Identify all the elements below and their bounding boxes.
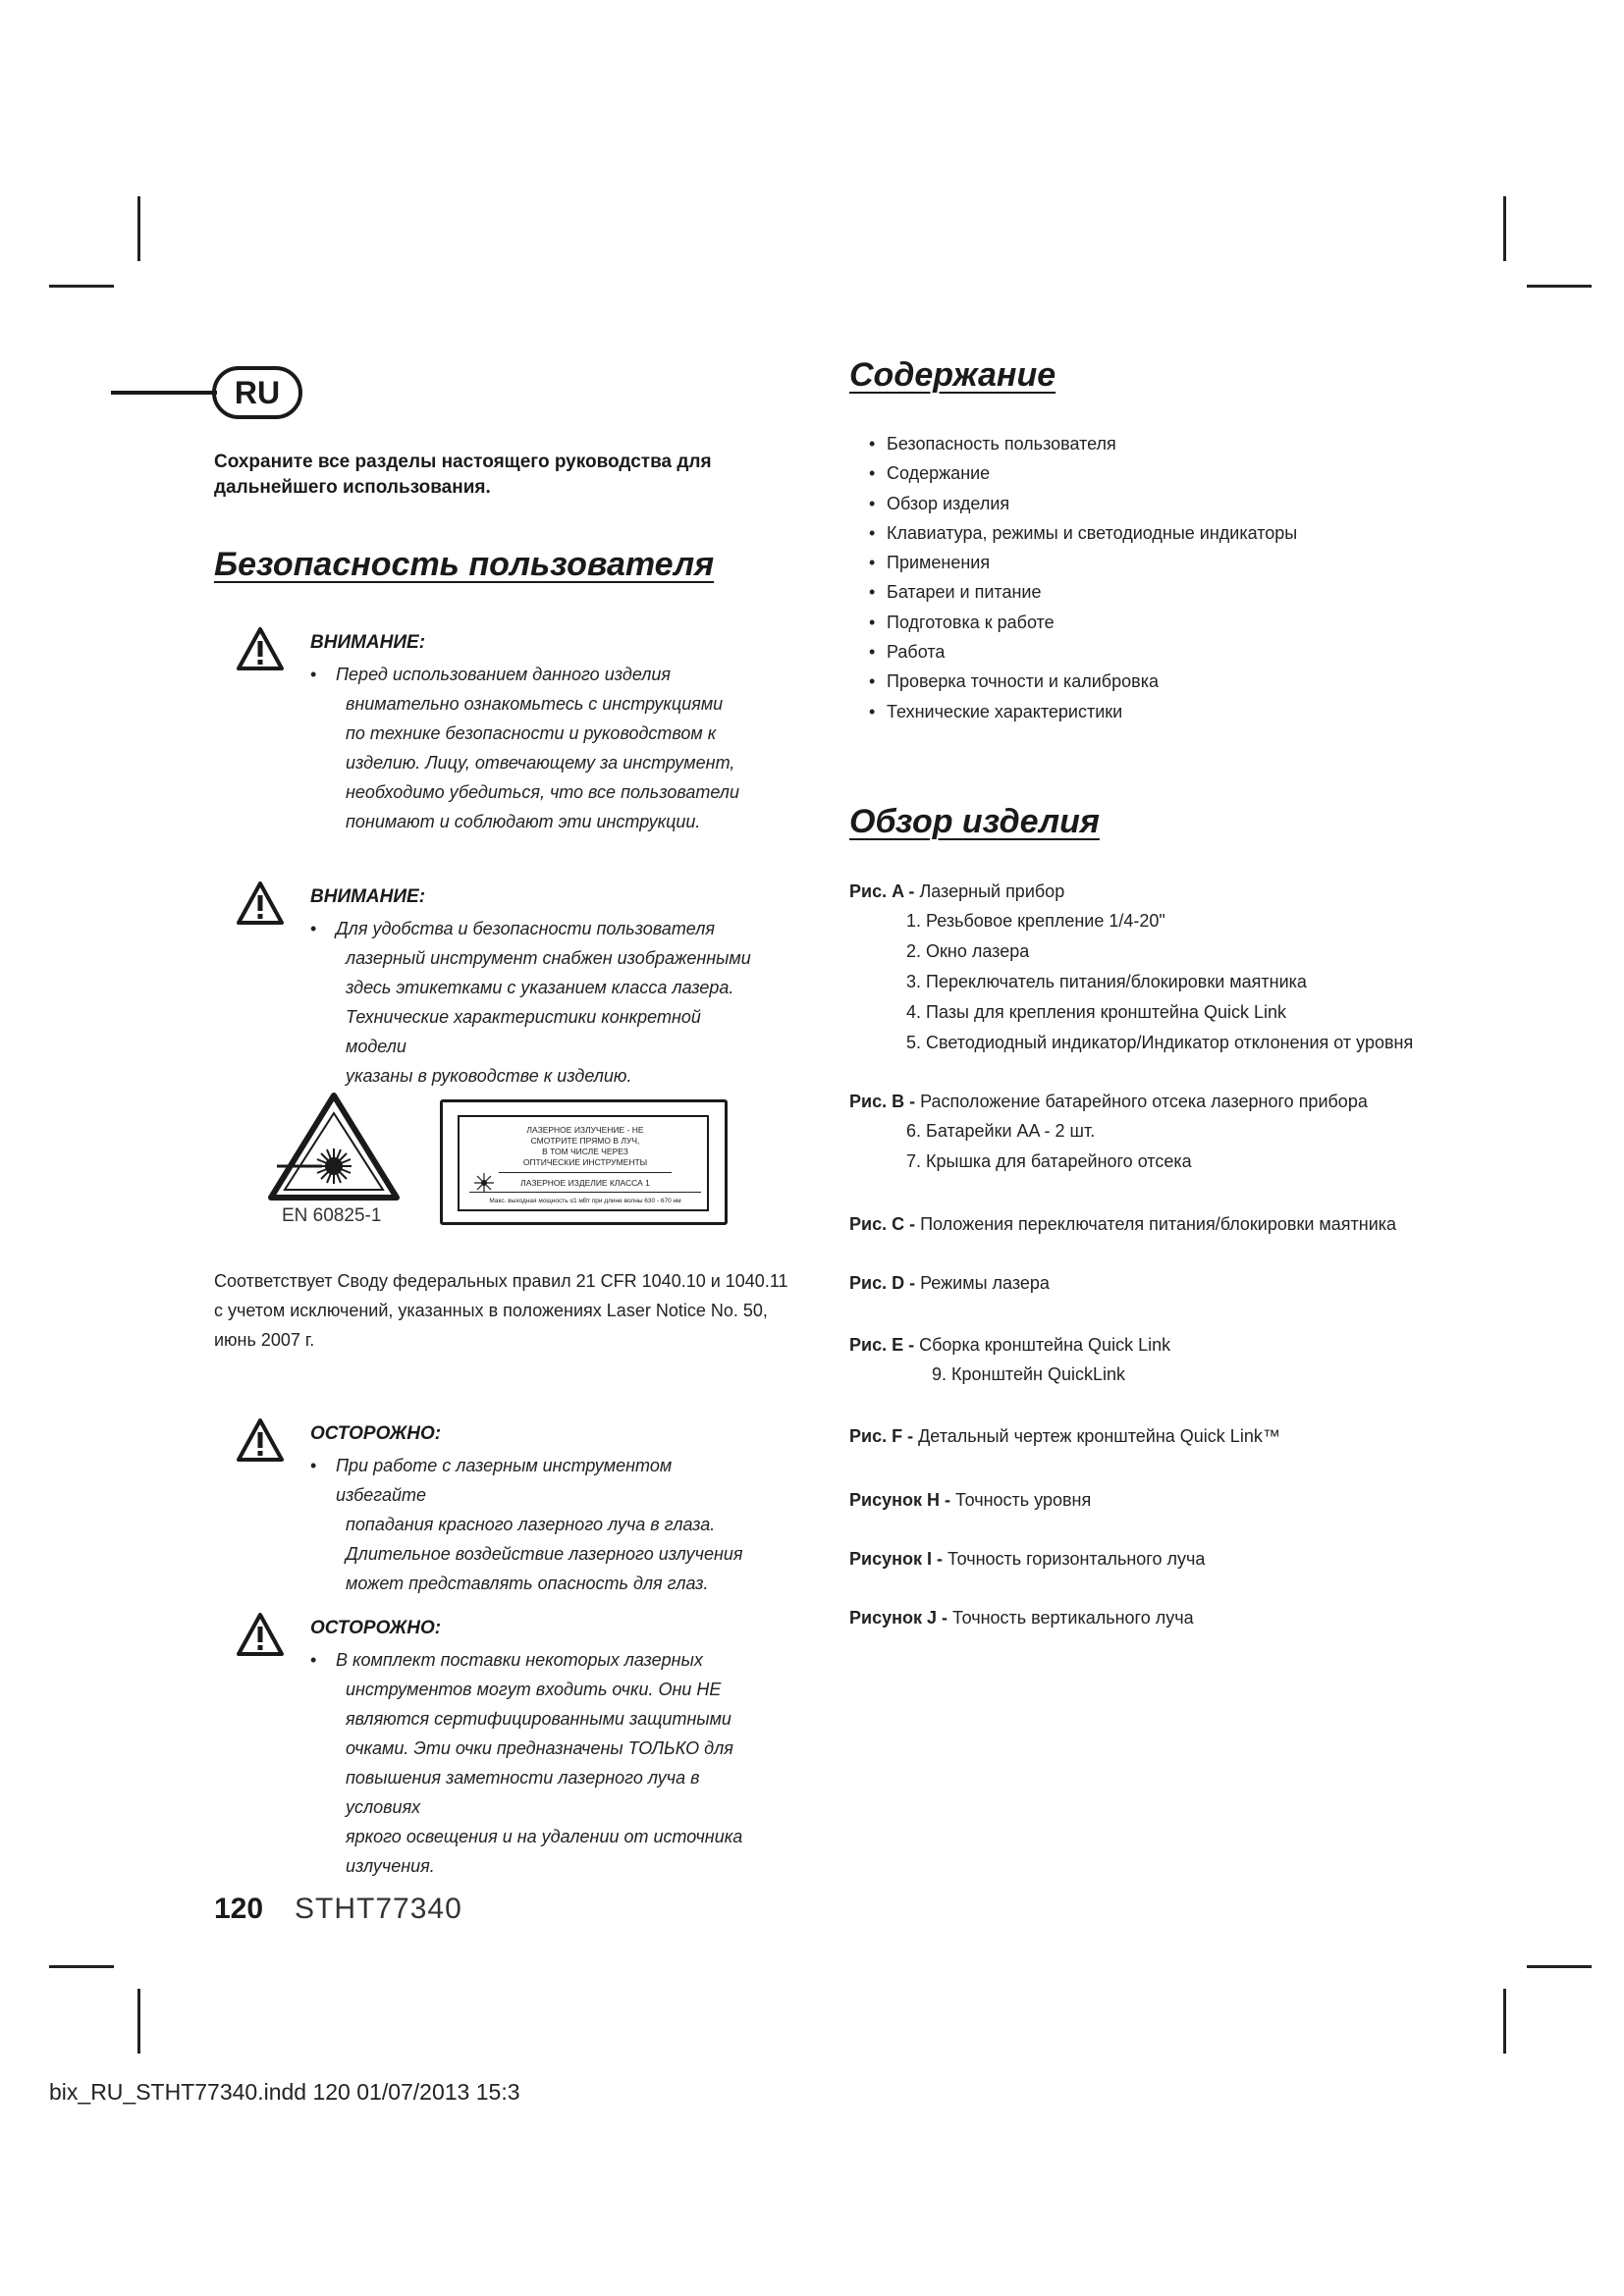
warning-triangle-icon <box>236 881 285 926</box>
page-number: 120 <box>214 1893 264 1925</box>
figure-d-block <box>849 1268 1478 1298</box>
toc-item: • Безопасность пользователя <box>869 429 1360 458</box>
warning-block <box>236 626 785 852</box>
figure-f-block <box>849 1421 1478 1451</box>
warning-triangle-icon <box>236 1417 285 1463</box>
laser-standard-caption: EN 60825-1 <box>282 1205 382 1226</box>
intro-text: Сохраните все разделы настоящего руководства для дальнейшего использования. <box>214 452 712 498</box>
figure-item: 1. Резьбовое крепление 1/4-20" <box>906 911 1165 931</box>
warning-line: Для удобства и безопасности пользователя <box>336 919 715 938</box>
warning-block <box>236 881 785 1086</box>
conformity-line: Соответствует Своду федеральных правил 21 CFR 1040.10 и 1040.11 <box>214 1271 788 1291</box>
warning-line: Длительное воздействие лазерного излучения <box>346 1544 743 1564</box>
figure-text: Детальный чертеж кронштейна Quick Link™ <box>918 1426 1280 1446</box>
warning-title: ВНИМАНИЕ: <box>310 886 426 907</box>
warning-line: может представлять опасность для глаз. <box>346 1574 709 1593</box>
toc-heading: Содержание <box>849 356 1056 394</box>
warning-line: по технике безопасности и руководством к <box>346 723 717 743</box>
crop-mark <box>1527 1965 1592 1968</box>
figure-label: Рис. D - <box>849 1273 916 1293</box>
divider <box>499 1172 672 1173</box>
figure-text: Точность уровня <box>954 1490 1092 1510</box>
figure-i-block <box>849 1544 1478 1574</box>
warning-line: понимают и соблюдают эти инструкции. <box>346 812 701 831</box>
warning-body: • Для удобства и безопасности пользователя лазерный инструмент снабжен изображенными здесь этикетками с указанием класса лазера. Технические характеристики конкретной модели указаны в руководстве к изделию. <box>314 914 766 1091</box>
figure-text: Сборка кронштейна Quick Link <box>919 1335 1171 1355</box>
figure-text: Расположение батарейного отсека лазерного прибора <box>920 1092 1368 1111</box>
laser-hazard-icon <box>267 1092 401 1201</box>
language-badge: RU <box>212 366 302 419</box>
crop-mark <box>137 1989 140 2054</box>
conformity-line: июнь 2007 г. <box>214 1330 315 1350</box>
conformity-text <box>214 1266 803 1355</box>
toc-item: • Содержание <box>869 458 1360 488</box>
figure-item: 7. Крышка для батарейного отсека <box>906 1151 1192 1171</box>
conformity-line: с учетом исключений, указанных в положениях Laser Notice No. 50, <box>214 1301 768 1320</box>
warning-line: являются сертифицированными защитными <box>346 1709 731 1729</box>
warning-body: • Перед использованием данного изделия внимательно ознакомьтесь с инструкциями по технике безопасности и руководством к изделию. Лицу, отвечающему за инструмент, необходимо убедиться, что все пользователи понимают и соблюдают эти инструкции. <box>314 660 766 836</box>
crop-mark <box>137 196 140 261</box>
warning-line: указаны в руководстве к изделию. <box>346 1066 632 1086</box>
warning-line: инструментов могут входить очки. Они НЕ <box>346 1680 722 1699</box>
warning-line: очками. Эти очки предназначены ТОЛЬКО для <box>346 1738 733 1758</box>
figure-text: Режимы лазера <box>920 1273 1050 1293</box>
laser-burst-icon <box>473 1172 495 1194</box>
overview-heading: Обзор изделия <box>849 803 1100 840</box>
warning-line: необходимо убедиться, что все пользователи <box>346 782 739 802</box>
laser-label-line: ЛАЗЕРНОЕ ИЗДЕЛИЕ КЛАССА 1 <box>520 1178 650 1188</box>
crop-mark <box>49 1965 114 1968</box>
toc-item: • Клавиатура, режимы и светодиодные индикаторы <box>869 518 1360 548</box>
figure-item: 3. Переключатель питания/блокировки маятника <box>906 972 1307 991</box>
figure-label: Рисунок H - <box>849 1490 950 1510</box>
crop-mark <box>1503 196 1506 261</box>
warning-title: ОСТОРОЖНО: <box>310 1423 442 1444</box>
toc-list <box>869 429 1360 726</box>
figure-a-block <box>849 877 1478 1058</box>
warning-line: Технические характеристики конкретной модели <box>346 1007 701 1056</box>
figure-text: Положения переключателя питания/блокировки маятника <box>920 1214 1397 1234</box>
figure-label: Рис. C - <box>849 1214 916 1234</box>
figure-item: 6. Батарейки AA - 2 шт. <box>906 1121 1096 1141</box>
figure-text: Лазерный прибор <box>919 881 1065 901</box>
laser-label-line: Макс. выходная мощность ≤1 мВт при длине волны 630 - 670 нм <box>489 1198 681 1204</box>
warning-line: Перед использованием данного изделия <box>336 665 672 684</box>
laser-label-line: В ТОМ ЧИСЛЕ ЧЕРЕЗ <box>542 1147 628 1156</box>
toc-item: • Технические характеристики <box>869 697 1360 726</box>
figure-e-block <box>849 1330 1478 1389</box>
warning-title: ВНИМАНИЕ: <box>310 632 426 653</box>
warning-triangle-icon <box>236 1612 285 1657</box>
figure-label: Рис. B - <box>849 1092 916 1111</box>
laser-label-line: СМОТРИТЕ ПРЯМО В ЛУЧ, <box>530 1136 640 1146</box>
figure-b-block <box>849 1087 1478 1177</box>
toc-item: • Применения <box>869 548 1360 577</box>
warning-line: лазерный инструмент снабжен изображенными <box>346 948 751 968</box>
figure-text: Точность горизонтального луча <box>947 1549 1206 1569</box>
warning-line: яркого освещения и на удалении от источника <box>346 1827 743 1846</box>
warning-body: • В комплект поставки некоторых лазерных инструментов могут входить очки. Они НЕ являются сертифицированными защитными очками. Эти очки предназначены ТОЛЬКО для повышения заметности лазерного луча в условиях яркого освещения и на удалении от источника излучения. <box>314 1645 766 1881</box>
warning-line: изделию. Лицу, отвечающему за инструмент, <box>346 753 735 773</box>
figure-item: 2. Окно лазера <box>906 941 1030 961</box>
figure-label: Рисунок I - <box>849 1549 943 1569</box>
warning-line: излучения. <box>346 1856 435 1876</box>
warning-line: При работе с лазерным инструментом избегайте <box>336 1456 673 1505</box>
warning-line: попадания красного лазерного луча в глаза. <box>346 1515 716 1534</box>
laser-label-line: ЛАЗЕРНОЕ ИЗЛУЧЕНИЕ - НЕ <box>526 1125 644 1135</box>
crop-mark <box>49 285 114 288</box>
toc-item: • Обзор изделия <box>869 489 1360 518</box>
figure-item: 9. Кронштейн QuickLink <box>932 1364 1125 1384</box>
figure-c-block <box>849 1209 1478 1239</box>
warning-body: • При работе с лазерным инструментом избегайте попадания красного лазерного луча в глаза. Длительное воздействие лазерного излучения может представлять опасность для глаз. <box>314 1451 766 1598</box>
laser-warning-label-inner <box>458 1115 709 1211</box>
toc-item: • Работа <box>869 637 1360 667</box>
warning-line: внимательно ознакомьтесь с инструкциями <box>346 694 724 714</box>
figure-h-block <box>849 1485 1478 1515</box>
warning-line: В комплект поставки некоторых лазерных <box>336 1650 703 1670</box>
toc-item: • Подготовка к работе <box>869 608 1360 637</box>
laser-label-line: ОПТИЧЕСКИЕ ИНСТРУМЕНТЫ <box>522 1157 648 1167</box>
figure-label: Рис. F - <box>849 1426 914 1446</box>
model-number: STHT77340 <box>295 1893 462 1925</box>
print-footer: bix_RU_STHT77340.indd 120 01/07/2013 15:3 <box>49 2079 520 2105</box>
warning-block <box>236 1417 785 1593</box>
warning-triangle-icon <box>236 626 285 671</box>
crop-mark <box>1527 285 1592 288</box>
warning-title: ОСТОРОЖНО: <box>310 1618 442 1638</box>
warning-line: здесь этикетками с указанием класса лазера. <box>346 978 734 997</box>
figure-text: Точность вертикального луча <box>952 1608 1194 1628</box>
figure-label: Рис. E - <box>849 1335 915 1355</box>
warning-block <box>236 1612 785 1876</box>
safety-heading: Безопасность пользователя <box>214 546 715 583</box>
warning-line: повышения заметности лазерного луча в условиях <box>346 1768 700 1817</box>
figure-label: Рисунок J - <box>849 1608 947 1628</box>
toc-item: • Батареи и питание <box>869 577 1360 607</box>
figure-label: Рис. A - <box>849 881 915 901</box>
divider <box>469 1192 701 1193</box>
figure-j-block <box>849 1603 1478 1632</box>
figure-item: 4. Пазы для крепления кронштейна Quick Link <box>906 1002 1286 1022</box>
toc-item: • Проверка точности и калибровка <box>869 667 1360 696</box>
crop-mark <box>1503 1989 1506 2054</box>
figure-item: 5. Светодиодный индикатор/Индикатор отклонения от уровня <box>906 1033 1414 1052</box>
language-badge-line <box>111 391 217 395</box>
